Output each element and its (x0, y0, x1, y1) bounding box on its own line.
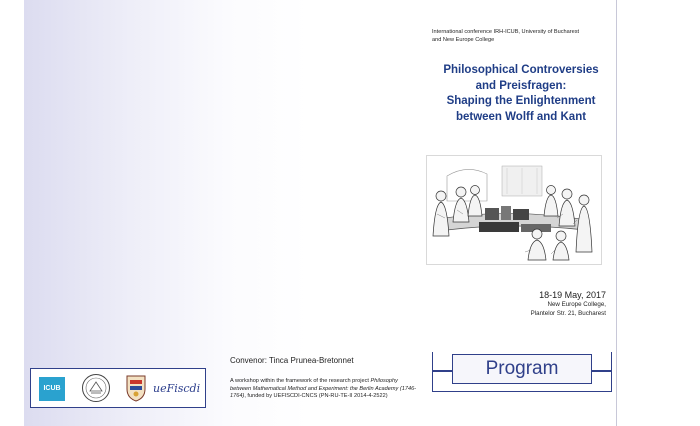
program-heading (432, 352, 612, 392)
funding-note: , funded by UEFISCDI-CNCS (PN-RU-TE-II 2014-4-2522) (244, 393, 388, 400)
program-rule-right (592, 370, 612, 372)
icub-logo-text: ICUB (43, 385, 61, 392)
conference-intro (432, 28, 612, 44)
uefiscdi-logo (153, 379, 201, 399)
title-line-2: and Preisfragen: (475, 79, 567, 92)
intro-line-2: and New Europe College (432, 37, 495, 43)
convenor-line: Convenor: Tinca Prunea-Bretonnet (230, 356, 354, 365)
workshop-text-intro: A workshop within the framework of the research project (230, 378, 369, 384)
title-line-1: Philosophical Controversies (443, 64, 599, 76)
program-rule-left (432, 370, 452, 372)
title-line-4: between Wolff and Kant (455, 110, 587, 123)
icub-logo (39, 377, 65, 401)
university-of-bucharest-crest-icon (125, 373, 147, 403)
program-label: Program (452, 354, 592, 384)
event-dates: 18-19 May, 2017 (539, 290, 606, 300)
uefiscdi-logo-text: ueFiscdi (153, 382, 201, 395)
workshop-description (230, 378, 418, 401)
conference-title (428, 63, 614, 125)
event-details (426, 289, 606, 318)
intro-line-1: International conference IRH-ICUB, University of Bucharest (432, 29, 580, 35)
cover-panel (424, 0, 616, 426)
academy-engraving-image (426, 155, 602, 265)
left-panel (24, 0, 417, 426)
sponsor-logos (30, 368, 206, 408)
event-address: Plantelor Str. 21, Bucharest (530, 309, 606, 317)
new-europe-college-seal-icon (81, 373, 111, 403)
title-line-3: Shaping the Enlightenment (446, 95, 596, 107)
project-title: Philosophy between Mathematical Method and Experiment: the Berlin Academy (1746-1764) (230, 378, 417, 400)
event-venue: New Europe College, (547, 301, 606, 308)
brochure (24, 0, 617, 426)
